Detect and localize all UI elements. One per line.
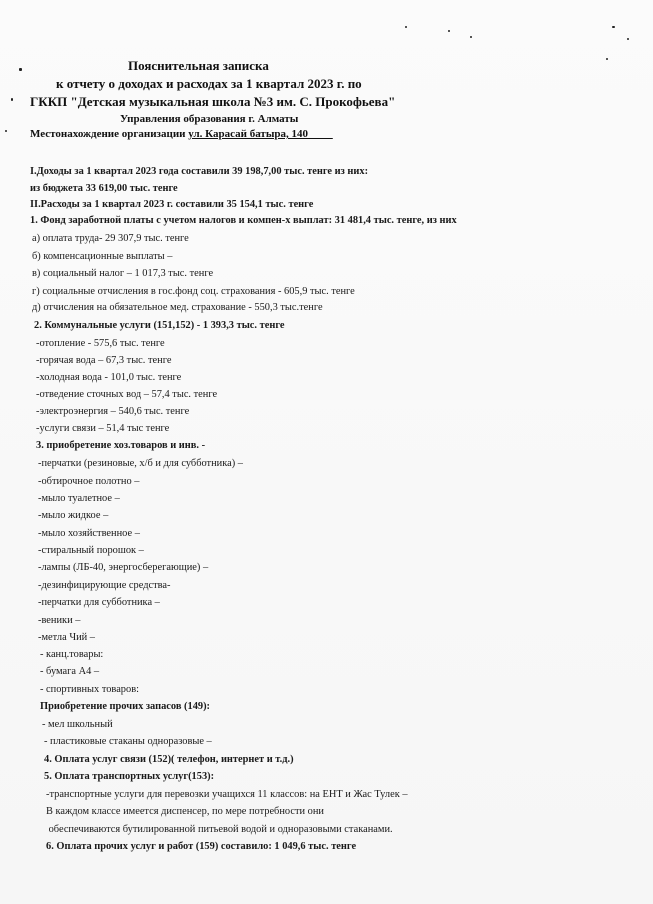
payroll-item: в) социальный налог – 1 017,3 тыс. тенге bbox=[32, 268, 214, 279]
other-stock-heading: Приобретение прочих запасов (149): bbox=[40, 701, 210, 712]
payroll-item: г) социальные отчисления в гос.фонд соц. страхования - 605,9 тыс. тенге bbox=[32, 286, 355, 297]
scan-speck bbox=[612, 26, 615, 28]
utilities-item: -отопление - 575,6 тыс. тенге bbox=[36, 338, 165, 349]
scan-speck bbox=[5, 130, 7, 132]
doc-subtitle-line: к отчету о доходах и расходах за 1 квартал 2023 г. по bbox=[56, 76, 362, 91]
utilities-item: -отведение сточных вод – 57,4 тыс. тенге bbox=[36, 389, 218, 400]
goods-item: -лампы (ЛБ-40, энергосберегающие) – bbox=[38, 562, 209, 573]
goods-item: -перчатки для субботника – bbox=[38, 597, 160, 608]
expenses-total: II.Расходы за 1 квартал 2023 г. составили 35 154,1 тыс. тенге bbox=[30, 199, 314, 210]
org-name: ГККП "Детская музыкальная школа №3 им. С. Прокофьева" bbox=[30, 94, 396, 109]
goods-item: -дезинфицирующие средства- bbox=[38, 580, 171, 591]
other-services-heading: 6. Оплата прочих услуг и работ (159) составило: 1 049,6 тыс. тенге bbox=[46, 841, 357, 852]
utilities-heading: 2. Коммунальные услуги (151,152) - 1 393,3 тыс. тенге bbox=[34, 320, 285, 331]
goods-item: -обтирочное полотно – bbox=[38, 476, 140, 487]
goods-heading: 3. приобретение хоз.товаров и инв. - bbox=[36, 440, 206, 451]
utilities-item: -услуги связи – 51,4 тыс тенге bbox=[36, 423, 170, 434]
utilities-item: -горячая вода – 67,3 тыс. тенге bbox=[36, 355, 172, 366]
transport-heading: 5. Оплата транспортных услуг(153): bbox=[44, 771, 215, 782]
payroll-item: б) компенсационные выплаты – bbox=[32, 251, 173, 262]
income-budget: из бюджета 33 619,00 тыс. тенге bbox=[30, 183, 178, 194]
scan-speck bbox=[19, 68, 22, 71]
payroll-item: д) отчисления на обязательное мед. страхование - 550,3 тыс.тенге bbox=[32, 302, 323, 313]
goods-item: -метла Чий – bbox=[38, 632, 95, 643]
goods-item: - спортивных товаров: bbox=[40, 684, 139, 695]
scan-speck bbox=[627, 38, 629, 40]
utilities-item: -электроэнергия – 540,6 тыс. тенге bbox=[36, 406, 190, 417]
other-stock-item: - мел школьный bbox=[42, 719, 113, 730]
scan-speck bbox=[405, 26, 407, 28]
org-department: Управления образования г. Алматы bbox=[120, 113, 299, 125]
utilities-item: -холодная вода - 101,0 тыс. тенге bbox=[36, 372, 182, 383]
payroll-item: а) оплата труда- 29 307,9 тыс. тенге bbox=[32, 233, 189, 244]
doc-title: Пояснительная записка bbox=[128, 58, 269, 73]
goods-item: -мыло туалетное – bbox=[38, 493, 120, 504]
goods-item: -перчатки (резиновые, х/б и для субботника) – bbox=[38, 458, 243, 469]
goods-item: -стиральный порошок – bbox=[38, 545, 144, 556]
location-label: Местонахождение организации bbox=[30, 128, 189, 140]
other-stock-item: - пластиковые стаканы одноразовые – bbox=[44, 736, 212, 747]
transport-item: В каждом классе имеется диспенсер, по мере потребности они bbox=[46, 806, 324, 817]
income-total: I.Доходы за 1 квартал 2023 года составили 39 198,7,00 тыс. тенге из них: bbox=[30, 166, 369, 177]
transport-item: -транспортные услуги для перевозки учащихся 11 классов: на ЕНТ и Жас Тулек – bbox=[46, 789, 408, 800]
goods-item: -мыло жидкое – bbox=[38, 510, 109, 521]
goods-item: - канц.товары: bbox=[40, 649, 104, 660]
goods-item: -веники – bbox=[38, 615, 81, 626]
scan-speck bbox=[448, 30, 450, 32]
org-location bbox=[30, 128, 333, 140]
location-value: ул. Карасай батыра, 140 bbox=[188, 128, 333, 140]
goods-item: -мыло хозяйственное – bbox=[38, 528, 140, 539]
goods-item: - бумага А4 – bbox=[40, 666, 100, 677]
scan-speck bbox=[470, 36, 472, 38]
scan-speck bbox=[11, 98, 13, 101]
payroll-heading: 1. Фонд заработной платы с учетом налогов и компен-х выплат: 31 481,4 тыс. тенге, из них bbox=[30, 215, 457, 226]
comm-heading: 4. Оплата услуг связи (152)( телефон, интернет и т.д.) bbox=[44, 754, 294, 765]
transport-item: обеспечиваются бутилированной питьевой водой и одноразовыми стаканами. bbox=[46, 824, 393, 835]
scan-speck bbox=[606, 58, 608, 60]
